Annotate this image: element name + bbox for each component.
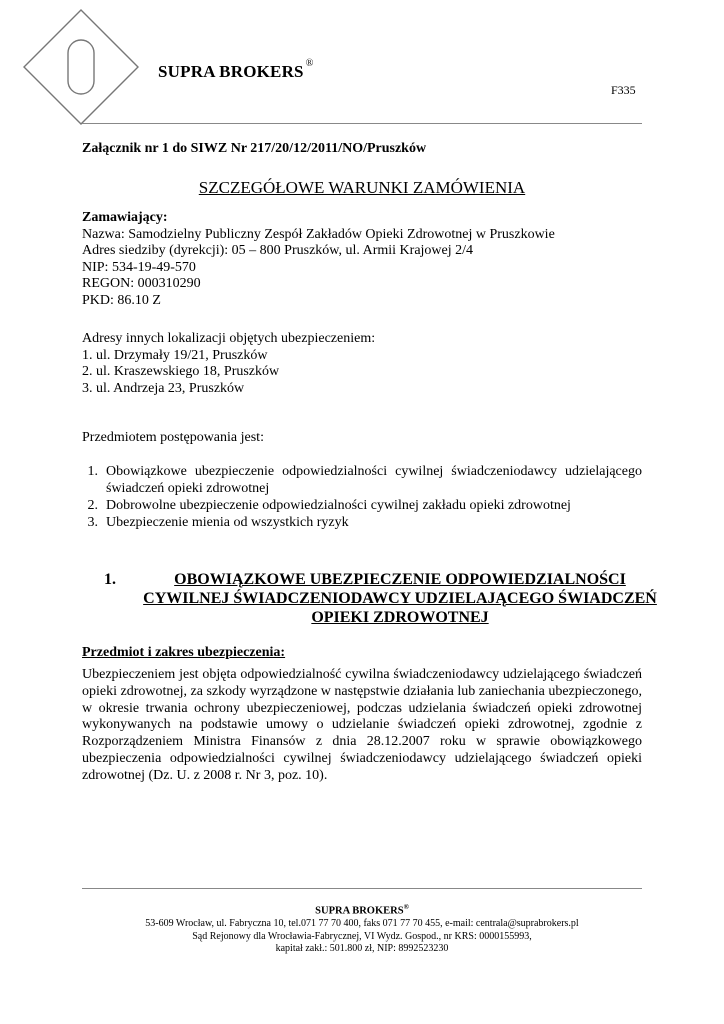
orderer-line: PKD: 86.10 Z (82, 292, 161, 308)
list-item: 3. Ubezpieczenie mienia od wszystkich ryzyk (87, 515, 349, 530)
location-item: 3. ul. Andrzeja 23, Pruszków (82, 380, 245, 396)
orderer-line: Nazwa: Samodzielny Publiczny Zespół Zakładów Opieki Zdrowotnej w Pruszkowie (82, 226, 555, 242)
list-item: 1. Obowiązkowe ubezpieczenie odpowiedzialności cywilnej świadczeniodawcy udzielającego świadczeń opieki zdrowotnej (87, 464, 642, 496)
orderer-line: NIP: 534-19-49-570 (82, 259, 196, 275)
section-title: OBOWIĄZKOWE UBEZPIECZENIE ODPOWIEDZIALNOŚCI CYWILNEJ ŚWIADCZENIODAWCY UDZIELAJĄCEGO ŚWIADCZEŃ OPIEKI ZDROWOTNEJ (143, 571, 657, 626)
page-title: SZCZEGÓŁOWE WARUNKI ZAMÓWIENIA (198, 178, 526, 197)
list-item: 2. Dobrowolne ubezpieczenie odpowiedzialności cywilnej zakładu opieki zdrowotnej (87, 498, 571, 513)
locations-block (82, 331, 642, 397)
location-item: 2. ul. Kraszewskiego 18, Pruszków (82, 364, 280, 380)
section-heading (100, 570, 660, 627)
subject-list (82, 463, 642, 531)
orderer-heading: Zamawiający: (82, 210, 168, 225)
section-number: 1. (104, 571, 116, 588)
orderer-line: REGON: 000310290 (82, 276, 201, 292)
brand-name: SUPRA BROKERS ® (158, 58, 314, 81)
orderer-line: Adres siedziby (dyrekcji): 05 – 800 Pruszków, ul. Armii Krajowej 2/4 (82, 243, 474, 259)
annex-title: Załącznik nr 1 do SIWZ Nr 217/20/12/2011/NO/Pruszków (82, 141, 427, 156)
form-code: F335 (611, 83, 636, 97)
locations-heading: Adresy innych lokalizacji objętych ubezpieczeniem: (82, 331, 376, 346)
orderer-block (82, 210, 642, 310)
location-item: 1. ul. Drzymały 19/21, Pruszków (82, 347, 268, 363)
section-subheading: Przedmiot i zakres ubezpieczenia: (82, 645, 286, 660)
subject-intro: Przedmiotem postępowania jest: (82, 430, 264, 445)
footer (0, 901, 724, 956)
footer-brand: SUPRA BROKERS® (315, 903, 409, 917)
header-divider (82, 123, 642, 124)
footer-address: 53-609 Wrocław, ul. Fabryczna 10, tel.071 77 70 400, faks 071 77 70 455, e-mail: centrala@suprabrokers.pl (145, 918, 579, 929)
supra-brokers-logo (22, 8, 140, 126)
footer-court: Sąd Rejonowy dla Wrocławia-Fabrycznej, VI Wydz. Gospod., nr KRS: 0000155993, (192, 930, 532, 942)
footer-capital: kapitał zakł.: 501.800 zł, NIP: 8992523230 (275, 943, 449, 954)
section-paragraph: Ubezpieczeniem jest objęta odpowiedzialność cywilna świadczeniodawcy udzielającego świadczeń opieki zdrowotnej, za szkody wyrządzone w następstwie działania lub zaniechania ubezpieczonego, w okresie trwania ochrony ubezpieczeniowej, podczas udzielania świadczeń opieki zdrowotnej wykonywanych na podstawie umowy o udzielanie świadczeń opieki zdrowotnej, zgodnie z Rozporządzeniem Ministra Finansów z dnia 28.12.2007 roku w sprawie obowiązkowego ubezpieczenia odpowiedzialności cywilnej świadczeniodawcy udzielającego świadczeń opieki zdrowotnej (Dz. U. z 2008 r. Nr 3, poz. 10). (82, 667, 642, 783)
footer-divider (82, 888, 642, 889)
